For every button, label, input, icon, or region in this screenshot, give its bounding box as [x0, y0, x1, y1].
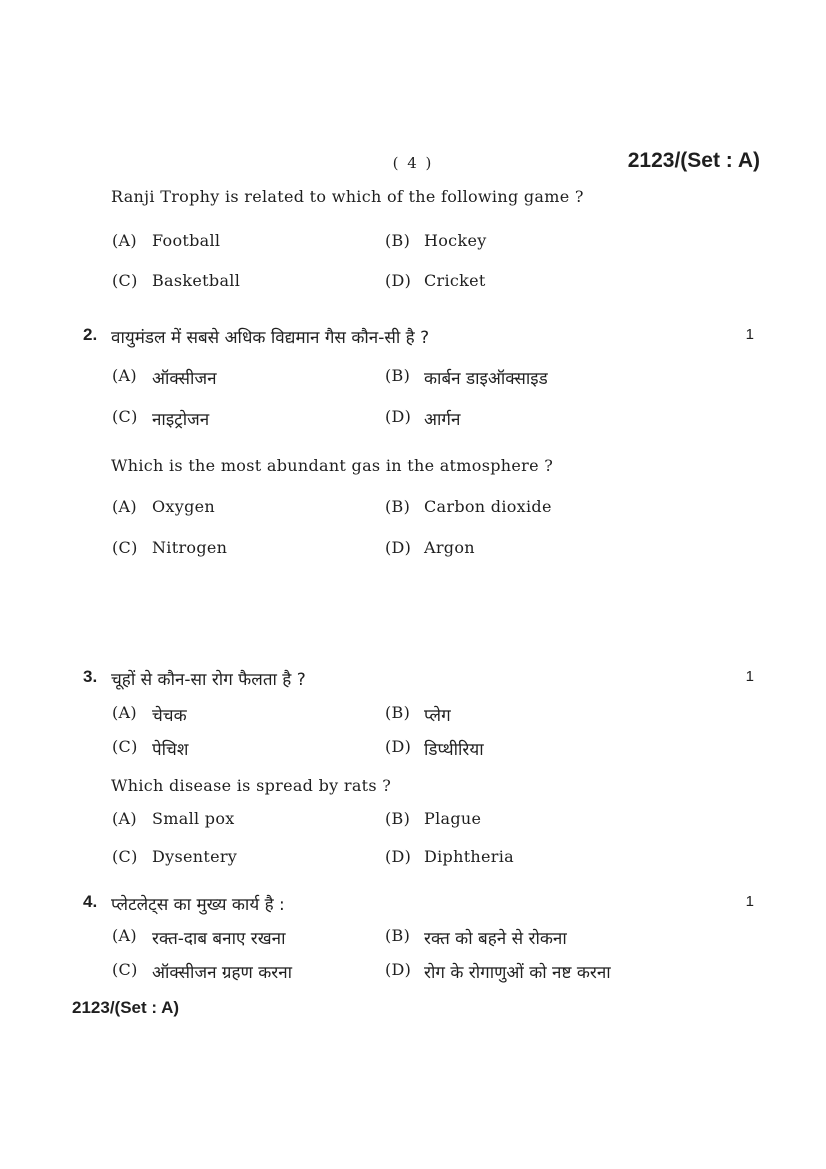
- q4-hi-option-c-text: ऑक्सीजन ग्रहण करना: [152, 963, 293, 983]
- q1-en-option-b-label: (B): [385, 231, 411, 250]
- q1-en-option-b-text: Hockey: [424, 231, 487, 250]
- q3-en-option-a-label: (A): [112, 809, 137, 828]
- q3-hi-option-b-label: (B): [385, 703, 411, 722]
- q4-question-text-hi: प्लेटलेट्स का मुख्य कार्य है :: [111, 895, 285, 915]
- q2-hi-option-d-label: (D): [385, 407, 412, 426]
- q2-en-option-d-text: Argon: [424, 538, 475, 557]
- q2-en-option-a-label: (A): [112, 497, 137, 516]
- q1-question-text-en: Ranji Trophy is related to which of the following game ?: [111, 187, 584, 206]
- q3-hi-options-cd: [68, 737, 760, 761]
- q1-en-option-d-text: Cricket: [424, 271, 486, 290]
- q1-en-options-cd: [68, 271, 760, 295]
- q2-hi-option-b-text: कार्बन डाइऑक्साइड: [424, 369, 548, 389]
- q2-en-option-a-text: Oxygen: [152, 497, 215, 516]
- q2-hi-option-a-label: (A): [112, 366, 137, 385]
- q2-question-text-hi: वायुमंडल में सबसे अधिक विद्यमान गैस कौन-सी है ?: [111, 328, 430, 348]
- q4-question-row-hi: [68, 892, 760, 916]
- q3-en-option-c-text: Dysentery: [152, 847, 238, 866]
- q3-hi-option-d-label: (D): [385, 737, 412, 756]
- q2-hi-option-d-text: आर्गन: [424, 410, 461, 430]
- q3-hi-option-c-label: (C): [112, 737, 138, 756]
- q2-marks: 1: [745, 326, 754, 343]
- q3-en-option-b-text: Plague: [424, 809, 482, 828]
- q3-en-options-cd: [68, 847, 760, 871]
- q3-en-option-a-text: Small pox: [152, 809, 235, 828]
- q4-hi-options-cd: [68, 960, 760, 984]
- q3-en-option-d-label: (D): [385, 847, 412, 866]
- q2-hi-options-cd: [68, 407, 760, 431]
- q3-hi-option-a-label: (A): [112, 703, 137, 722]
- q4-hi-option-a-text: रक्त-दाब बनाए रखना: [152, 929, 286, 949]
- q3-hi-option-a-text: चेचक: [152, 706, 187, 726]
- q3-en-option-b-label: (B): [385, 809, 411, 828]
- q1-en-options-ab: [68, 231, 760, 255]
- q3-hi-option-c-text: पेचिश: [152, 740, 189, 760]
- q2-en-option-b-label: (B): [385, 497, 411, 516]
- q3-marks: 1: [745, 668, 754, 685]
- q3-en-options-ab: [68, 809, 760, 833]
- q2-number: 2.: [83, 325, 98, 344]
- q3-hi-option-b-text: प्लेग: [424, 706, 451, 726]
- q1-en-option-d-label: (D): [385, 271, 412, 290]
- set-code-footer: 2123/(Set : A): [72, 998, 180, 1017]
- q2-question-row-hi: [68, 325, 760, 349]
- q1-en-option-a-label: (A): [112, 231, 137, 250]
- q2-en-option-d-label: (D): [385, 538, 412, 557]
- q4-hi-option-b-text: रक्त को बहने से रोकना: [424, 929, 567, 949]
- q2-hi-option-b-label: (B): [385, 366, 411, 385]
- q2-hi-option-c-text: नाइट्रोजन: [152, 410, 210, 430]
- q4-marks: 1: [745, 893, 754, 910]
- q2-en-options-ab: [68, 497, 760, 521]
- q3-hi-options-ab: [68, 703, 760, 727]
- q3-number: 3.: [83, 667, 98, 686]
- q1-en-option-c-label: (C): [112, 271, 138, 290]
- q2-question-text-en: Which is the most abundant gas in the atmosphere ?: [111, 456, 554, 475]
- q3-en-option-d-text: Diphtheria: [424, 847, 514, 866]
- q4-hi-option-a-label: (A): [112, 926, 137, 945]
- q2-hi-option-c-label: (C): [112, 407, 138, 426]
- q3-question-text-en: Which disease is spread by rats ?: [111, 776, 392, 795]
- q4-number: 4.: [83, 892, 98, 911]
- q2-hi-options-ab: [68, 366, 760, 390]
- q1-question-row-en: [68, 187, 760, 211]
- q4-hi-option-c-label: (C): [112, 960, 138, 979]
- q1-en-option-a-text: Football: [152, 231, 221, 250]
- q4-hi-option-d-text: रोग के रोगाणुओं को नष्ट करना: [424, 963, 611, 983]
- q3-question-text-hi: चूहों से कौन-सा रोग फैलता है ?: [111, 670, 306, 690]
- q2-hi-option-a-text: ऑक्सीजन: [152, 369, 217, 389]
- q2-en-option-c-text: Nitrogen: [152, 538, 228, 557]
- q3-question-row-hi: [68, 667, 760, 691]
- q4-hi-options-ab: [68, 926, 760, 950]
- page-number: ( 4 ): [392, 154, 434, 172]
- set-code-header: 2123/(Set : A): [627, 149, 760, 172]
- q2-en-option-b-text: Carbon dioxide: [424, 497, 552, 516]
- q1-en-option-c-text: Basketball: [152, 271, 241, 290]
- q2-en-options-cd: [68, 538, 760, 562]
- q2-question-row-en: [68, 456, 760, 480]
- q3-question-row-en: [68, 776, 760, 800]
- q4-hi-option-b-label: (B): [385, 926, 411, 945]
- q3-en-option-c-label: (C): [112, 847, 138, 866]
- q2-en-option-c-label: (C): [112, 538, 138, 557]
- q4-hi-option-d-label: (D): [385, 960, 412, 979]
- q3-hi-option-d-text: डिप्थीरिया: [424, 740, 484, 760]
